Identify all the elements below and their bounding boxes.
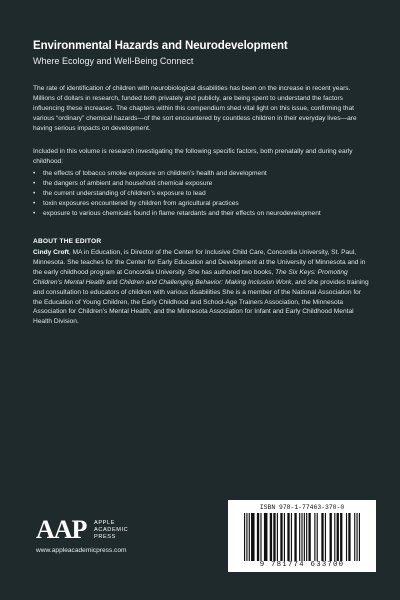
barcode-bar [304,513,305,561]
editor-book-title-1: The Six Keys: Promoting Children’s Mental Health [33,268,348,286]
book-title: Environmental Hazards and Neurodevelopment [33,40,288,52]
editor-book-title-2: Children and Challenging Behavior: Making Inclusion Work [119,278,292,286]
barcode-bar [257,513,259,561]
barcode-bar [287,513,289,561]
barcode-bar [356,513,357,561]
barcode-bar [337,513,339,561]
publisher-name-line: ACADEMIC [94,527,129,533]
barcode-bar [280,513,282,561]
publisher-name-line: APPLE [94,520,116,526]
editor-bio-part1: , MA in Education, is Director of the Center for Inclusive Child Care, Concordia University, St. Paul, Minnesota. She teaches for the Center for Early Education and Development at the University of Minnesota and in the early childhood program at Concordia University. She has authored two books, [33,249,366,276]
barcode-graphic [244,513,360,561]
barcode-bar [264,513,268,561]
barcode-bar [330,513,332,561]
barcode-bar [270,513,272,561]
publisher-url: www.appleacademicpress.com [36,547,127,554]
publisher-name-line: PRESS [94,534,116,540]
barcode-bar [317,513,318,561]
barcode-bar [273,513,275,561]
barcode-bar [284,513,285,561]
barcode-bar [325,513,326,561]
barcode-bar [249,513,250,561]
isbn-label: ISBN 978-1-77463-370-0 [259,504,345,511]
barcode-bar [359,513,360,561]
barcode-bar [306,513,307,561]
book-subtitle: Where Ecology and Well-Being Connect [33,56,194,66]
barcode-bar [251,513,255,561]
publisher-name [94,520,154,541]
barcode-bar [321,513,323,561]
factor-list [33,169,371,219]
publisher-mark: AAP [36,515,87,544]
barcode-bar [340,513,342,561]
editor-heading: ABOUT THE EDITOR [33,238,102,245]
barcode-bar [308,513,310,561]
included-paragraph: Included in this volume is research investigating the following specific factors, both prenatally and during early childhood: [33,148,353,165]
barcode-bar [354,513,355,561]
editor-bio-part2: , and she provides training and consultation to educators of children with various disabilities She is a member of the National Association for the Education of Young Children, the Early Childhood and School-Age Trainers Association, the Minnesota Association for Children’s Mental Health, and the Minnesota Association for Infant and Early Childhood Mental Health Division. [33,278,369,326]
isbn-digits: 9 781774 633700 [259,561,345,569]
barcode-bar [314,513,315,561]
factor-item: • the current understanding of children’s exposure to lead [33,189,371,199]
barcode-bar [334,513,335,561]
factor-item: • exposure to various chemicals found in flame retardants and their effects on neurodevelopment [33,209,371,219]
barcode-bar [246,513,247,561]
barcode-bar [301,513,302,561]
barcode-bar [260,513,261,561]
factor-item: • toxin exposures encountered by children from agricultural practices [33,199,371,209]
factor-item: • the dangers of ambient and household chemical exposure [33,179,371,189]
intro-paragraph: The rate of identification of children with neurobiological disabilities has been on the increase in recent years. Millions of dollars in research, funded both privately and publicly, are being spent to understand the factors influencing these increases. The chapters within this compendium shed vital light on this issue, confirming that various “ordinary” chemical hazards—of the sort encountered by countless children in their everyday lives—are having serious impacts on development. [33,85,357,132]
isbn-barcode-box [228,500,376,572]
barcode-bar [346,513,347,561]
editor-name: Cindy Croft [33,249,69,256]
barcode-bar [244,513,245,561]
editor-bio [33,248,371,327]
barcode-bar [294,513,296,561]
factor-item: • the effects of tobacco smoke exposure on children’s health and development [33,169,371,179]
barcode-bar [348,513,350,561]
barcode-bar [291,513,292,561]
editor-bio-and: and [104,278,120,286]
barcode-bar [299,513,300,561]
barcode-bar [277,513,278,561]
